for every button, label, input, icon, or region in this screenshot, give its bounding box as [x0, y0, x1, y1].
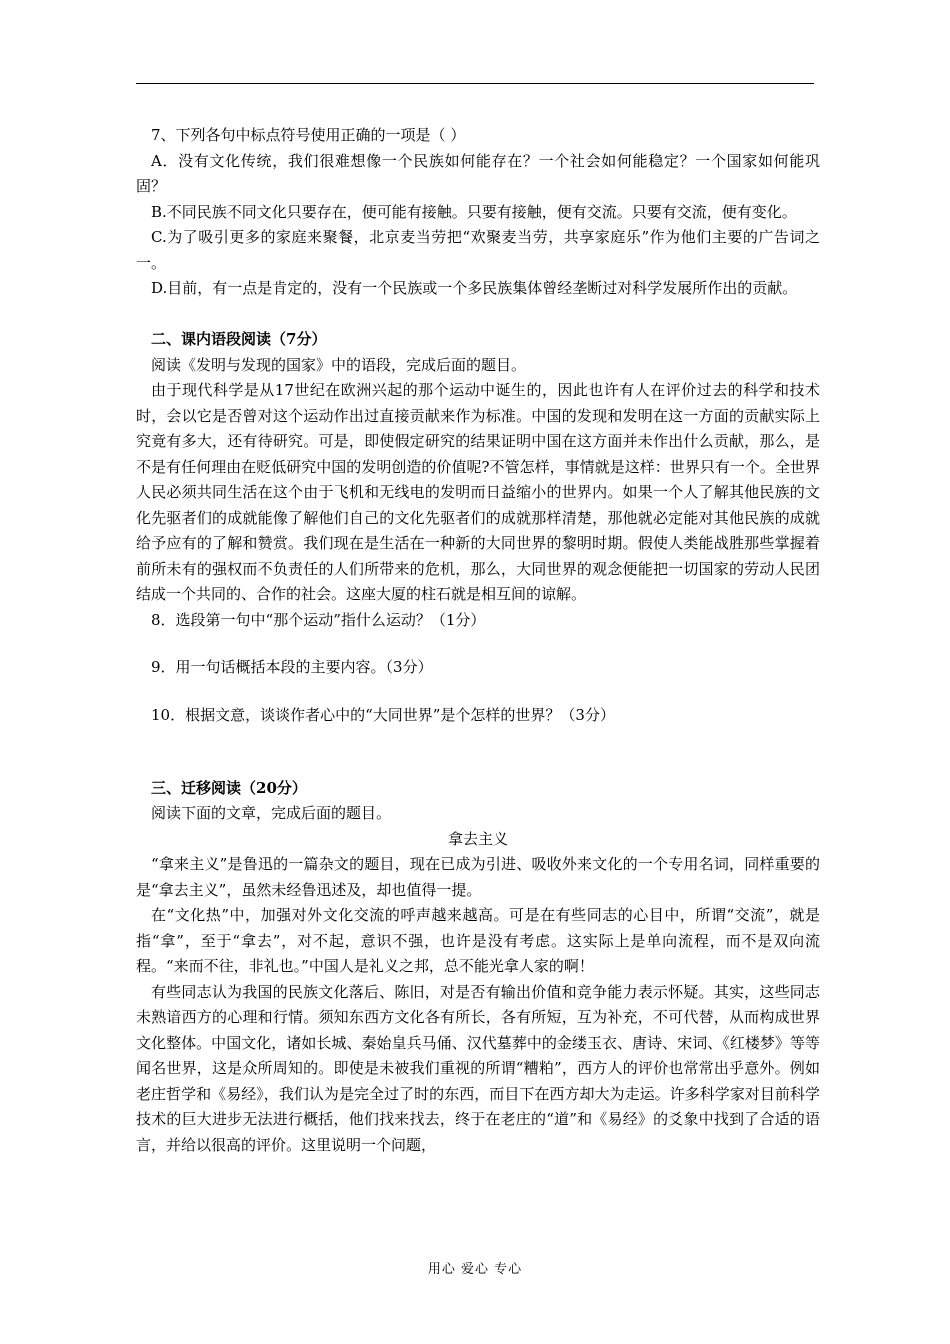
article-para-3: 有些同志认为我国的民族文化落后、陈旧，对是否有输出价值和竞争能力表示怀疑。其实，这些同志未熟谙西方的心理和行情。须知东西方文化各有所长，各有所短，互为补充，不可代替，从而构成世界文化整体。中国文化，诸如长城、秦始皇兵马俑、汉代墓葬中的金缕玉衣、唐诗、宋词、《红楼梦》等等闻名世界，这是众所周知的。即使是未被我们重视的所谓“糟粕”，西方人的评价也常常出乎意外。例如老庄哲学和《易经》，我们认为是完全过了时的东西，而目下在西方却大为走运。许多科学家对目前科学技术的巨大进步无法进行概括，他们找来找去，终于在老庄的“道”和《易经》的爻象中找到了合适的语言，并给以很高的评价。这里说明一个问题，	[136, 982, 820, 1154]
answer-space-9	[136, 681, 820, 703]
q7-option-d: D.目前，有一点是肯定的，没有一个民族或一个多民族集体曾经垄断过对科学发展所作出的贡献。	[151, 279, 798, 297]
question-10: 10．根据文意，谈谈作者心中的“大同世界”是个怎样的世界？（3分）	[151, 705, 615, 724]
article-para-2: 在“文化热”中，加强对外文化交流的呼声越来越高。可是在有些同志的心目中，所谓“交流”，就是指“拿”，至于“拿去”，对不起，意识不强，也许是没有考虑。这实际上是单向流程，而不是双向流程。“来而不往，非礼也。”中国人是礼义之邦，总不能光拿人家的啊！	[136, 906, 820, 975]
section3-heading: 三、迁移阅读（20分）	[151, 778, 307, 797]
page-footer: 用心 爱心 专心	[427, 1262, 523, 1277]
section2-heading: 二、课内语段阅读（7分）	[151, 330, 327, 348]
article-title: 拿去主义	[447, 829, 508, 848]
spacer	[136, 728, 820, 754]
answer-space-8	[136, 633, 820, 655]
q7-option-b: B.不同民族不同文化只要存在，便可能有接触。只要有接触，便有交流。只要有交流，便有变化。	[151, 202, 797, 221]
section3-instruction: 阅读下面的文章，完成后面的题目。	[151, 804, 392, 822]
section2-instruction: 阅读《发明与发现的国家》中的语段，完成后面的题目。	[151, 355, 527, 374]
spacer	[136, 302, 820, 328]
question-8: 8．选段第一句中“那个运动”指什么运动？（1分）	[151, 610, 486, 629]
question-9: 9．用一句话概括本段的主要内容。（3分）	[151, 658, 433, 676]
q7-stem: 7、下列各句中标点符号使用正确的一项是（ ）	[151, 126, 466, 144]
article-para-1: “拿来主义”是鲁迅的一篇杂文的题目，现在已成为引进、吸收外来文化的一个专用名词，同样重要的是“拿去主义”，虽然未经鲁迅述及，却也值得一提。	[136, 855, 820, 899]
header-rule	[136, 83, 814, 84]
document-body	[136, 123, 820, 1158]
section2-passage: 由于现代科学是从17世纪在欧洲兴起的那个运动中诞生的，因此也许有人在评价过去的科学和技术时，会以它是否曾对这个运动作出过直接贡献来作为标准。中国的发现和发明在这一方面的贡献实际上究竟有多大，还有待研究。可是，即使假定研究的结果证明中国在这方面并未作出什么贡献，那么，是不是有任何理由在贬低研究中国的发明创造的价值呢?不管怎样，事情就是这样：世界只有一个。全世界人民必须共同生活在这个由于飞机和无线电的发明而日益缩小的世界内。如果一个人了解其他民族的文化先驱者们的成就能像了解他们自己的文化先驱者们的成就那样清楚，那他就必定能对其他民族的成就给予应有的了解和赞赏。我们现在是生活在一种新的大同世界的黎明时期。假使人类能战胜那些掌握着前所未有的强权而不负责任的人们所带来的危机，那么，大同世界的观念便能把一切国家的劳动人民团结成一个共同的、合作的社会。这座大厦的柱石就是相互间的谅解。	[136, 381, 820, 603]
q7-option-c: C.为了吸引更多的家庭来聚餐，北京麦当劳把“欢聚麦当劳，共享家庭乐”作为他们主要的广告词之一。	[136, 228, 820, 272]
spacer	[136, 754, 820, 776]
q7-option-a: A．没有文化传统，我们很难想像一个民族如何能存在？一个社会如何能稳定？一个国家如何能巩固？	[136, 151, 820, 195]
